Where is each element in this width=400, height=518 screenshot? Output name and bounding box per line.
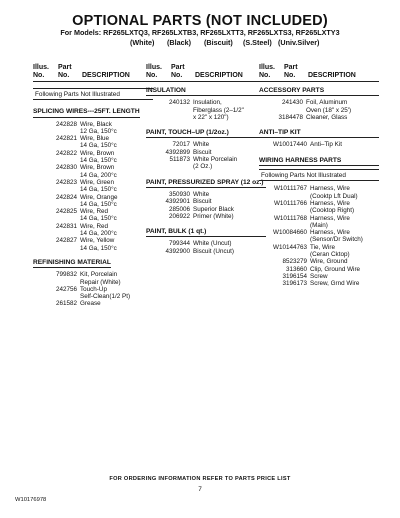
part-number: 242828 [55, 120, 77, 128]
part-number: 4392900 [165, 247, 190, 255]
part-number: W10111768 [273, 214, 307, 222]
part-description: Biscuit [193, 198, 212, 206]
part-description: Wire, Red 14 Ga, 150°c [80, 208, 117, 223]
section-accessory: ACCESSORY PARTS [259, 87, 379, 96]
part-description: Biscuit [193, 148, 212, 156]
not-illustrated-note: Following Parts Not Illustrated [33, 88, 153, 100]
part-number: W10144763 [273, 243, 307, 251]
part-row [33, 164, 153, 179]
variant-silver: (Univ.Silver) [278, 38, 320, 47]
part-description: Harness, Wire (Sensor/Dr Switch) [310, 229, 363, 244]
part-number: 285006 [168, 205, 190, 213]
part-number: 242822 [55, 149, 77, 157]
part-row [146, 99, 266, 121]
column-header: Illus. No. Part No. DESCRIPTION [146, 64, 266, 82]
part-description: White [193, 190, 210, 198]
part-row [146, 149, 266, 156]
part-description: Wire, Black 12 Ga, 150°c [80, 120, 117, 135]
variant-black: (Black) [167, 38, 191, 47]
part-description: Harness, Wire (Cooktop Right) [310, 199, 355, 215]
not-illustrated-note: Following Parts Not Illustrated [259, 169, 379, 181]
part-number: 242756 [55, 285, 77, 293]
section-paint-spray: PAINT, PRESSURIZED SPRAY (12 oz.) [146, 179, 266, 188]
part-number: 4392901 [165, 198, 190, 206]
part-number: 242823 [55, 178, 77, 186]
variant-white: (White) [130, 38, 155, 47]
part-row [33, 300, 153, 307]
refinishing-list [33, 271, 153, 307]
part-description: Wire, Blue 14 Ga, 150°c [80, 135, 117, 150]
part-number: 799344 [168, 240, 190, 248]
part-number: 799832 [55, 271, 77, 279]
ordering-note: FOR ORDERING INFORMATION REFER TO PARTS PRICE LIST [109, 476, 291, 482]
variant-steel: (S.Steel) [243, 38, 272, 47]
paint-bulk-list [146, 240, 266, 255]
part-description: Tie, Wire (Ceran Cktop) [310, 243, 350, 259]
part-row [33, 179, 153, 194]
part-number: 242825 [55, 208, 77, 216]
part-description: Wire, Green 14 Ga, 150°c [80, 178, 117, 194]
part-number: W10111766 [273, 199, 307, 207]
part-number: 242821 [55, 135, 77, 143]
color-variants [0, 38, 400, 48]
part-description: Insulation, Fiberglass (2–1/2" x 22" x 120") [193, 99, 244, 121]
part-description: Wire, Orange 14 Ga, 150°c [80, 193, 118, 208]
part-description: Wire, Brown 14 Ga, 200°c [80, 164, 117, 179]
part-description: Biscuit (Uncut) [193, 247, 234, 255]
part-row [33, 223, 153, 238]
part-number: 241430 [281, 99, 303, 107]
paint-spray-list [146, 191, 266, 220]
part-description: Cleaner, Glass [306, 113, 348, 121]
part-row [33, 237, 153, 252]
part-number: 3196173 [282, 280, 307, 288]
part-description: Wire, Ground [310, 258, 348, 266]
part-description: Harness, Wire (Main) [310, 214, 350, 229]
insulation-list [146, 99, 266, 121]
part-number: 242831 [55, 222, 77, 230]
part-row [146, 213, 266, 220]
part-row [33, 208, 153, 223]
section-antitip: ANTI–TIP KIT [259, 129, 379, 138]
section-insulation: INSULATION [146, 87, 266, 96]
part-number: W10017440 [273, 141, 307, 149]
accessory-list [259, 99, 379, 121]
part-description: Screw, Grnd Wire [310, 280, 360, 288]
column-3 [259, 64, 379, 288]
section-paint-touchup: PAINT, TOUCH–UP (1/2oz.) [146, 129, 266, 138]
part-row [33, 135, 153, 150]
part-row [33, 194, 153, 209]
part-number: 240132 [168, 99, 190, 107]
part-number: 242824 [55, 193, 77, 201]
section-harness: WIRING HARNESS PARTS [259, 157, 379, 166]
section-splicing-wires: SPLICING WIRES---25FT. LENGTH [33, 108, 153, 117]
part-number: 261582 [55, 300, 77, 308]
part-row [146, 240, 266, 247]
part-row [146, 141, 266, 148]
part-row [33, 121, 153, 136]
section-refinishing: REFINISHING MATERIAL [33, 259, 153, 268]
harness-list [259, 185, 379, 287]
part-number: 3196154 [282, 272, 307, 280]
part-description: Wire, Brown 14 Ga, 150°c [80, 149, 117, 165]
part-description: Wire, Yellow 14 Ga, 150°c [80, 237, 117, 252]
part-row [259, 266, 379, 273]
antitip-list [259, 141, 379, 148]
part-row [259, 141, 379, 148]
part-row [146, 156, 266, 171]
part-number: 242830 [55, 164, 77, 172]
part-number: W10084660 [273, 229, 307, 237]
part-row [146, 198, 266, 205]
part-row [259, 99, 379, 114]
part-description: White [193, 141, 210, 149]
part-row [259, 185, 379, 200]
part-row [33, 286, 153, 301]
part-description: Foil, Aluminum Oven (18" x 25') [306, 99, 352, 114]
part-row [146, 206, 266, 213]
part-description: Harness, Wire (Cooktp Lft Dual) [310, 185, 358, 200]
part-row [259, 258, 379, 265]
document-number: W10176978 [15, 497, 47, 503]
part-number: W10111767 [273, 185, 307, 193]
part-number: 511873 [169, 156, 190, 164]
page-number: 7 [198, 486, 202, 493]
part-description: White Porcelain (2 Oz.) [193, 156, 238, 171]
part-description: Touch-Up Self-Clean(1/2 Pt) [80, 285, 131, 301]
part-description: Grease [80, 300, 101, 308]
part-row [259, 229, 379, 244]
column-1 [33, 64, 153, 308]
part-row [259, 244, 379, 259]
part-row [259, 215, 379, 230]
part-description: Kit, Porcelain Repair (White) [80, 271, 121, 286]
part-description: Clip, Ground Wire [310, 265, 361, 273]
part-number: 350930 [168, 190, 190, 198]
column-header: Illus. No. Part No. DESCRIPTION [259, 64, 379, 82]
part-number: 4392899 [165, 148, 190, 156]
page-title: OPTIONAL PARTS (NOT INCLUDED) [72, 13, 328, 29]
part-number: 3184478 [278, 113, 303, 121]
variant-biscuit: (Biscuit) [204, 38, 233, 47]
part-description: Anti–Tip Kit [310, 141, 342, 149]
column-2 [146, 64, 266, 255]
splicing-list [33, 121, 153, 252]
part-row [259, 200, 379, 215]
part-row [33, 271, 153, 286]
part-number: 8523279 [282, 258, 307, 266]
paint-touchup-list [146, 141, 266, 170]
part-row [259, 273, 379, 280]
part-description: Screw [310, 272, 328, 280]
part-row [33, 150, 153, 165]
part-number: 72017 [172, 141, 190, 149]
part-description: White (Uncut) [193, 240, 232, 248]
part-row [146, 191, 266, 198]
part-description: Wire, Red 14 Ga, 200°c [80, 222, 117, 238]
section-paint-bulk: PAINT, BULK (1 qt.) [146, 228, 266, 237]
part-number: 313660 [285, 265, 307, 273]
part-row [259, 114, 379, 121]
column-header: Illus. No. Part No. DESCRIPTION [33, 64, 153, 82]
model-list: For Models: RF265LXTQ3, RF265LXTB3, RF265LXTT3, RF265LXTS3, RF265LXTY3 [60, 28, 340, 37]
part-number: 242827 [55, 237, 77, 245]
part-description: Primer (White) [193, 212, 234, 220]
part-number: 206922 [168, 212, 190, 220]
part-description: Superior Black [193, 205, 234, 213]
part-row [146, 248, 266, 255]
part-row [259, 280, 379, 287]
